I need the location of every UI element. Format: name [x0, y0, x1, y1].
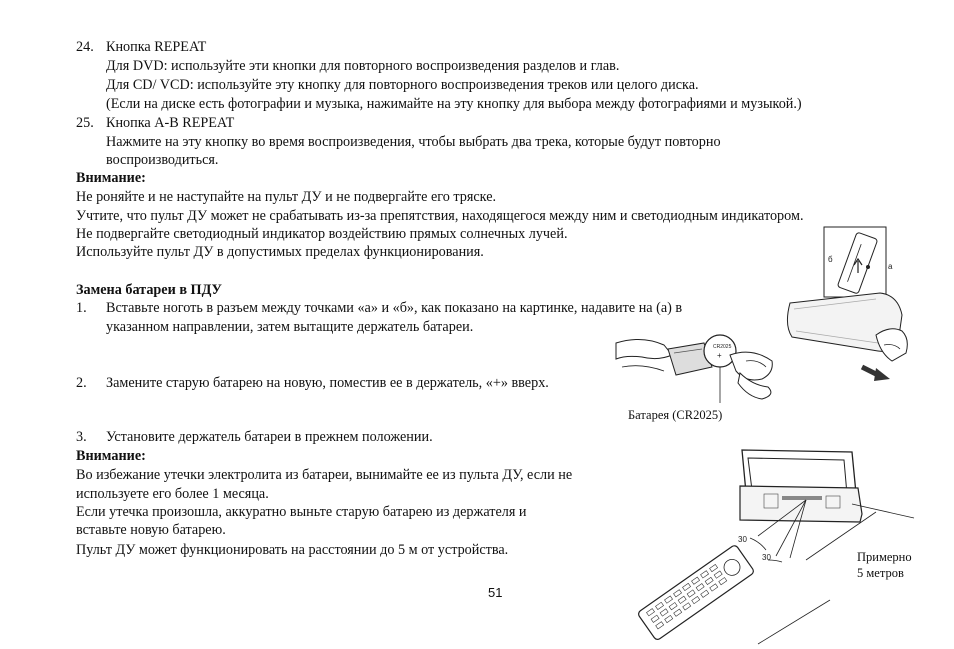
angle-label-2: 30: [762, 553, 771, 562]
warning-2-line-2: используете его более 1 месяца.: [76, 486, 269, 502]
remote-range-diagram: [630, 448, 930, 648]
label-a: а: [888, 262, 893, 271]
svg-text:+: +: [717, 351, 722, 360]
warning-2-line-1: Во избежание утечки электролита из батареи, вынимайте ее из пульта ДУ, если не: [76, 467, 573, 483]
warning-1-line-4: Используйте пульт ДУ в допустимых пределах функционирования.: [76, 244, 484, 260]
item-24-number: 24.: [76, 39, 94, 55]
battery-heading: Замена батареи в ПДУ: [76, 282, 222, 298]
warning-2-line-3: Если утечка произошла, аккуратно выньте старую батарею из держателя и: [76, 504, 527, 520]
battery-step-2-number: 2.: [76, 375, 87, 391]
warning-1-line-1: Не роняйте и не наступайте на пульт ДУ и не подвергайте его тряске.: [76, 189, 497, 205]
battery-step-1-number: 1.: [76, 300, 87, 316]
item-24-line-3: (Если на диске есть фотографии и музыка, нажимайте на эту кнопку для выбора между фотографиями и музыкой.): [106, 96, 802, 112]
remote-battery-slot-illustration: [780, 225, 910, 380]
battery-step-3-line-1: Установите держатель батареи в прежнем положении.: [106, 429, 433, 445]
warning-2-line-5: Пульт ДУ может функционировать на расстоянии до 5 м от устройства.: [76, 542, 509, 558]
item-25-number: 25.: [76, 115, 94, 131]
distance-label-line-1: Примерно: [857, 550, 912, 564]
battery-step-1-line-1: Вставьте ноготь в разъем между точками «а» и «б», как показано на картинке, надавите на (а) в: [106, 300, 683, 316]
warning-1-heading: Внимание:: [76, 170, 146, 186]
battery-caption: Батарея (CR2025): [628, 408, 723, 422]
item-24-line-2: Для CD/ VCD: используйте эту кнопку для повторного воспроизведения треков или целого диска.: [106, 77, 699, 93]
warning-1-line-2: Учтите, что пульт ДУ может не срабатывать из-за препятствия, находящегося между ним и светодиодным индикатором.: [76, 208, 804, 224]
battery-mark: CR2025: [713, 344, 732, 350]
battery-step-3-number: 3.: [76, 429, 87, 445]
distance-label-line-2: 5 метров: [857, 566, 904, 580]
angle-label-1: 30: [738, 535, 747, 544]
page-number: 51: [488, 585, 503, 600]
label-b: б: [828, 255, 833, 264]
item-25-line-1: Нажмите на эту кнопку во время воспроизведения, чтобы выбрать два трека, которые будут повторно: [106, 134, 721, 150]
warning-2-heading: Внимание:: [76, 448, 146, 464]
item-24-line-1: Для DVD: используйте эти кнопки для повторного воспроизведения разделов и глав.: [106, 58, 620, 74]
warning-2-line-4: вставьте новую батарею.: [76, 522, 226, 538]
warning-1-line-3: Не подвергайте светодиодный индикатор воздействию прямых солнечных лучей.: [76, 226, 568, 242]
battery-step-1-line-2: указанном направлении, затем вытащите держатель батареи.: [106, 319, 474, 335]
item-24-title: Кнопка REPEAT: [106, 39, 207, 55]
item-25-line-2: воспроизводиться.: [106, 152, 219, 168]
item-25-title: Кнопка A-B REPEAT: [106, 115, 235, 131]
battery-step-2-line-1: Замените старую батарею на новую, поместив ее в держатель, «+» вверх.: [106, 375, 549, 391]
battery-replacement-illustration: [612, 325, 782, 405]
